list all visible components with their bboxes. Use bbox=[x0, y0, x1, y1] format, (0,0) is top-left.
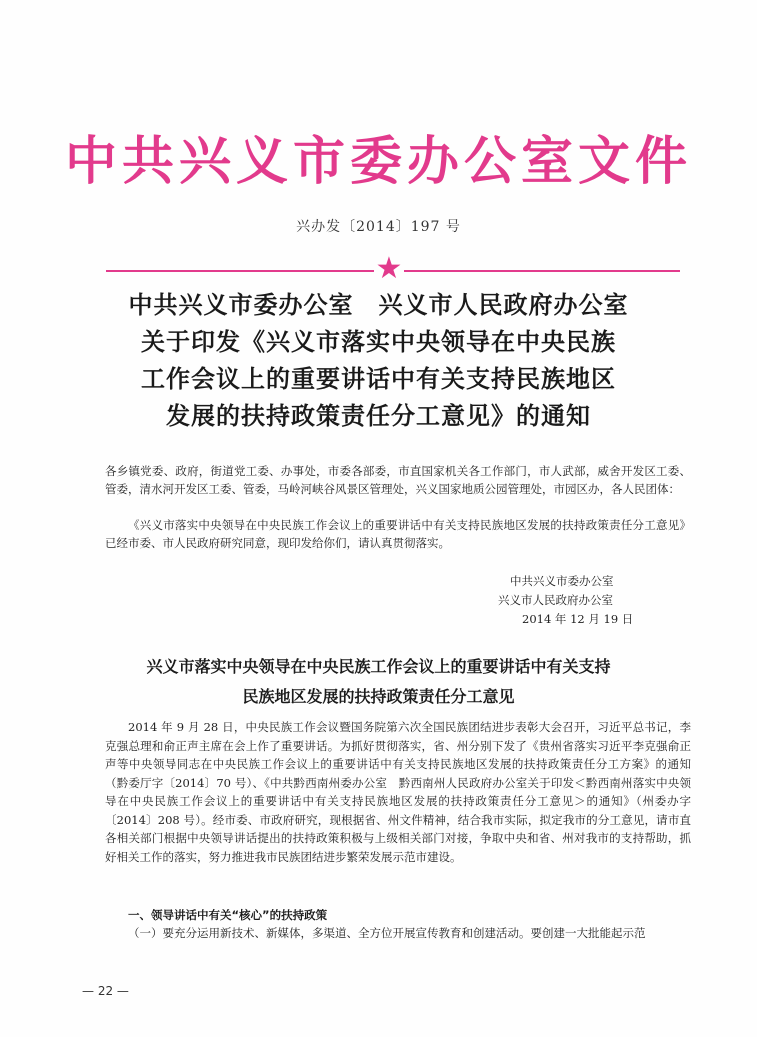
opinion-body bbox=[105, 718, 691, 866]
notice-title-line: 发展的扶持政策责任分工意见》的通知 bbox=[166, 401, 591, 430]
intro-block bbox=[105, 516, 691, 552]
notice-title-line: 工作会议上的重要讲话中有关支持民族地区 bbox=[141, 364, 616, 393]
opinion-paragraph: 2014 年 9 月 28 日，中央民族工作会议暨国务院第六次全国民族团结进步表彰大会召开，习近平总书记，李克强总理和俞正声主席在会上作了重要讲话。为抓好贯彻落实，省、州分别下发了《贵州省落实习近平李克强俞正声等中央领导同志在中央民族工作会议上的重要讲话中有关支持民族地区发展的扶持政策责任分工方案》的通知（黔委厅字〔2014〕70 号）、《中共黔西南州委办公室 黔西南州人民政府办公室关于印发＜黔西南州落实中央领导在中央民族工作会议上的重要讲话中有关支持民族地区发展的扶持政策责任分工意见＞的通知》（州委办字〔2014〕208 号）。经市委、市政府研究，现根据省、州文件精神，结合我市实际，拟定我市的分工意见，请市直各相关部门根据中央领导讲话提出的扶持政策积极与上级相关部门对接，争取中央和省、州对我市的支持帮助，抓好相关工作的落实，努力推进我市民族团结进步繁荣发展示范市建设。 bbox=[105, 720, 691, 864]
signature-party-office: 中共兴义市委办公室 bbox=[510, 574, 614, 588]
signature-government-office: 兴义市人民政府办公室 bbox=[498, 593, 613, 607]
section-heading: 一、领导讲话中有关“核心”的扶持政策 bbox=[128, 908, 328, 922]
opinion-title-line: 兴义市落实中央领导在中央民族工作会议上的重要讲话中有关支持 bbox=[146, 657, 611, 676]
intro-paragraph: 《兴义市落实中央领导在中央民族工作会议上的重要讲话中有关支持民族地区发展的扶持政策责任分工意见》已经市委、市人民政府研究同意，现印发给你们，请认真贯彻落实。 bbox=[105, 518, 691, 550]
signature-date: 2014 年 12 月 19 日 bbox=[522, 612, 634, 626]
red-rule-left bbox=[106, 270, 374, 272]
item-block bbox=[105, 924, 691, 942]
masthead-title: 中共兴义市委办公室文件 bbox=[64, 131, 692, 192]
signature-block bbox=[470, 572, 670, 629]
opinion-title bbox=[0, 652, 757, 712]
star-icon: ★ bbox=[375, 251, 403, 286]
addressees: 各乡镇党委、政府，街道党工委、办事处，市委各部委，市直国家机关各工作部门，市人武部，威舍开发区工委、管委，清水河开发区工委、管委，马岭河峡谷风景区管理处，兴义国家地质公园管理处，市园区办，各人民团体： bbox=[105, 464, 691, 496]
document-number: 兴办发〔2014〕197 号 bbox=[296, 219, 461, 235]
notice-title bbox=[0, 286, 757, 434]
notice-title-line: 中共兴义市委办公室 兴义市人民政府办公室 bbox=[128, 290, 629, 319]
addressees-block bbox=[105, 462, 691, 498]
opinion-title-line: 民族地区发展的扶持政策责任分工意见 bbox=[242, 687, 515, 706]
notice-title-line: 关于印发《兴义市落实中央领导在中央民族 bbox=[141, 327, 616, 356]
red-rule-right bbox=[404, 270, 680, 272]
item-paragraph: （一）要充分运用新技术、新媒体，多渠道、全方位开展宣传教育和创建活动。要创建一大批能起示范 bbox=[128, 926, 646, 940]
page-number: — 22 — bbox=[82, 984, 129, 998]
